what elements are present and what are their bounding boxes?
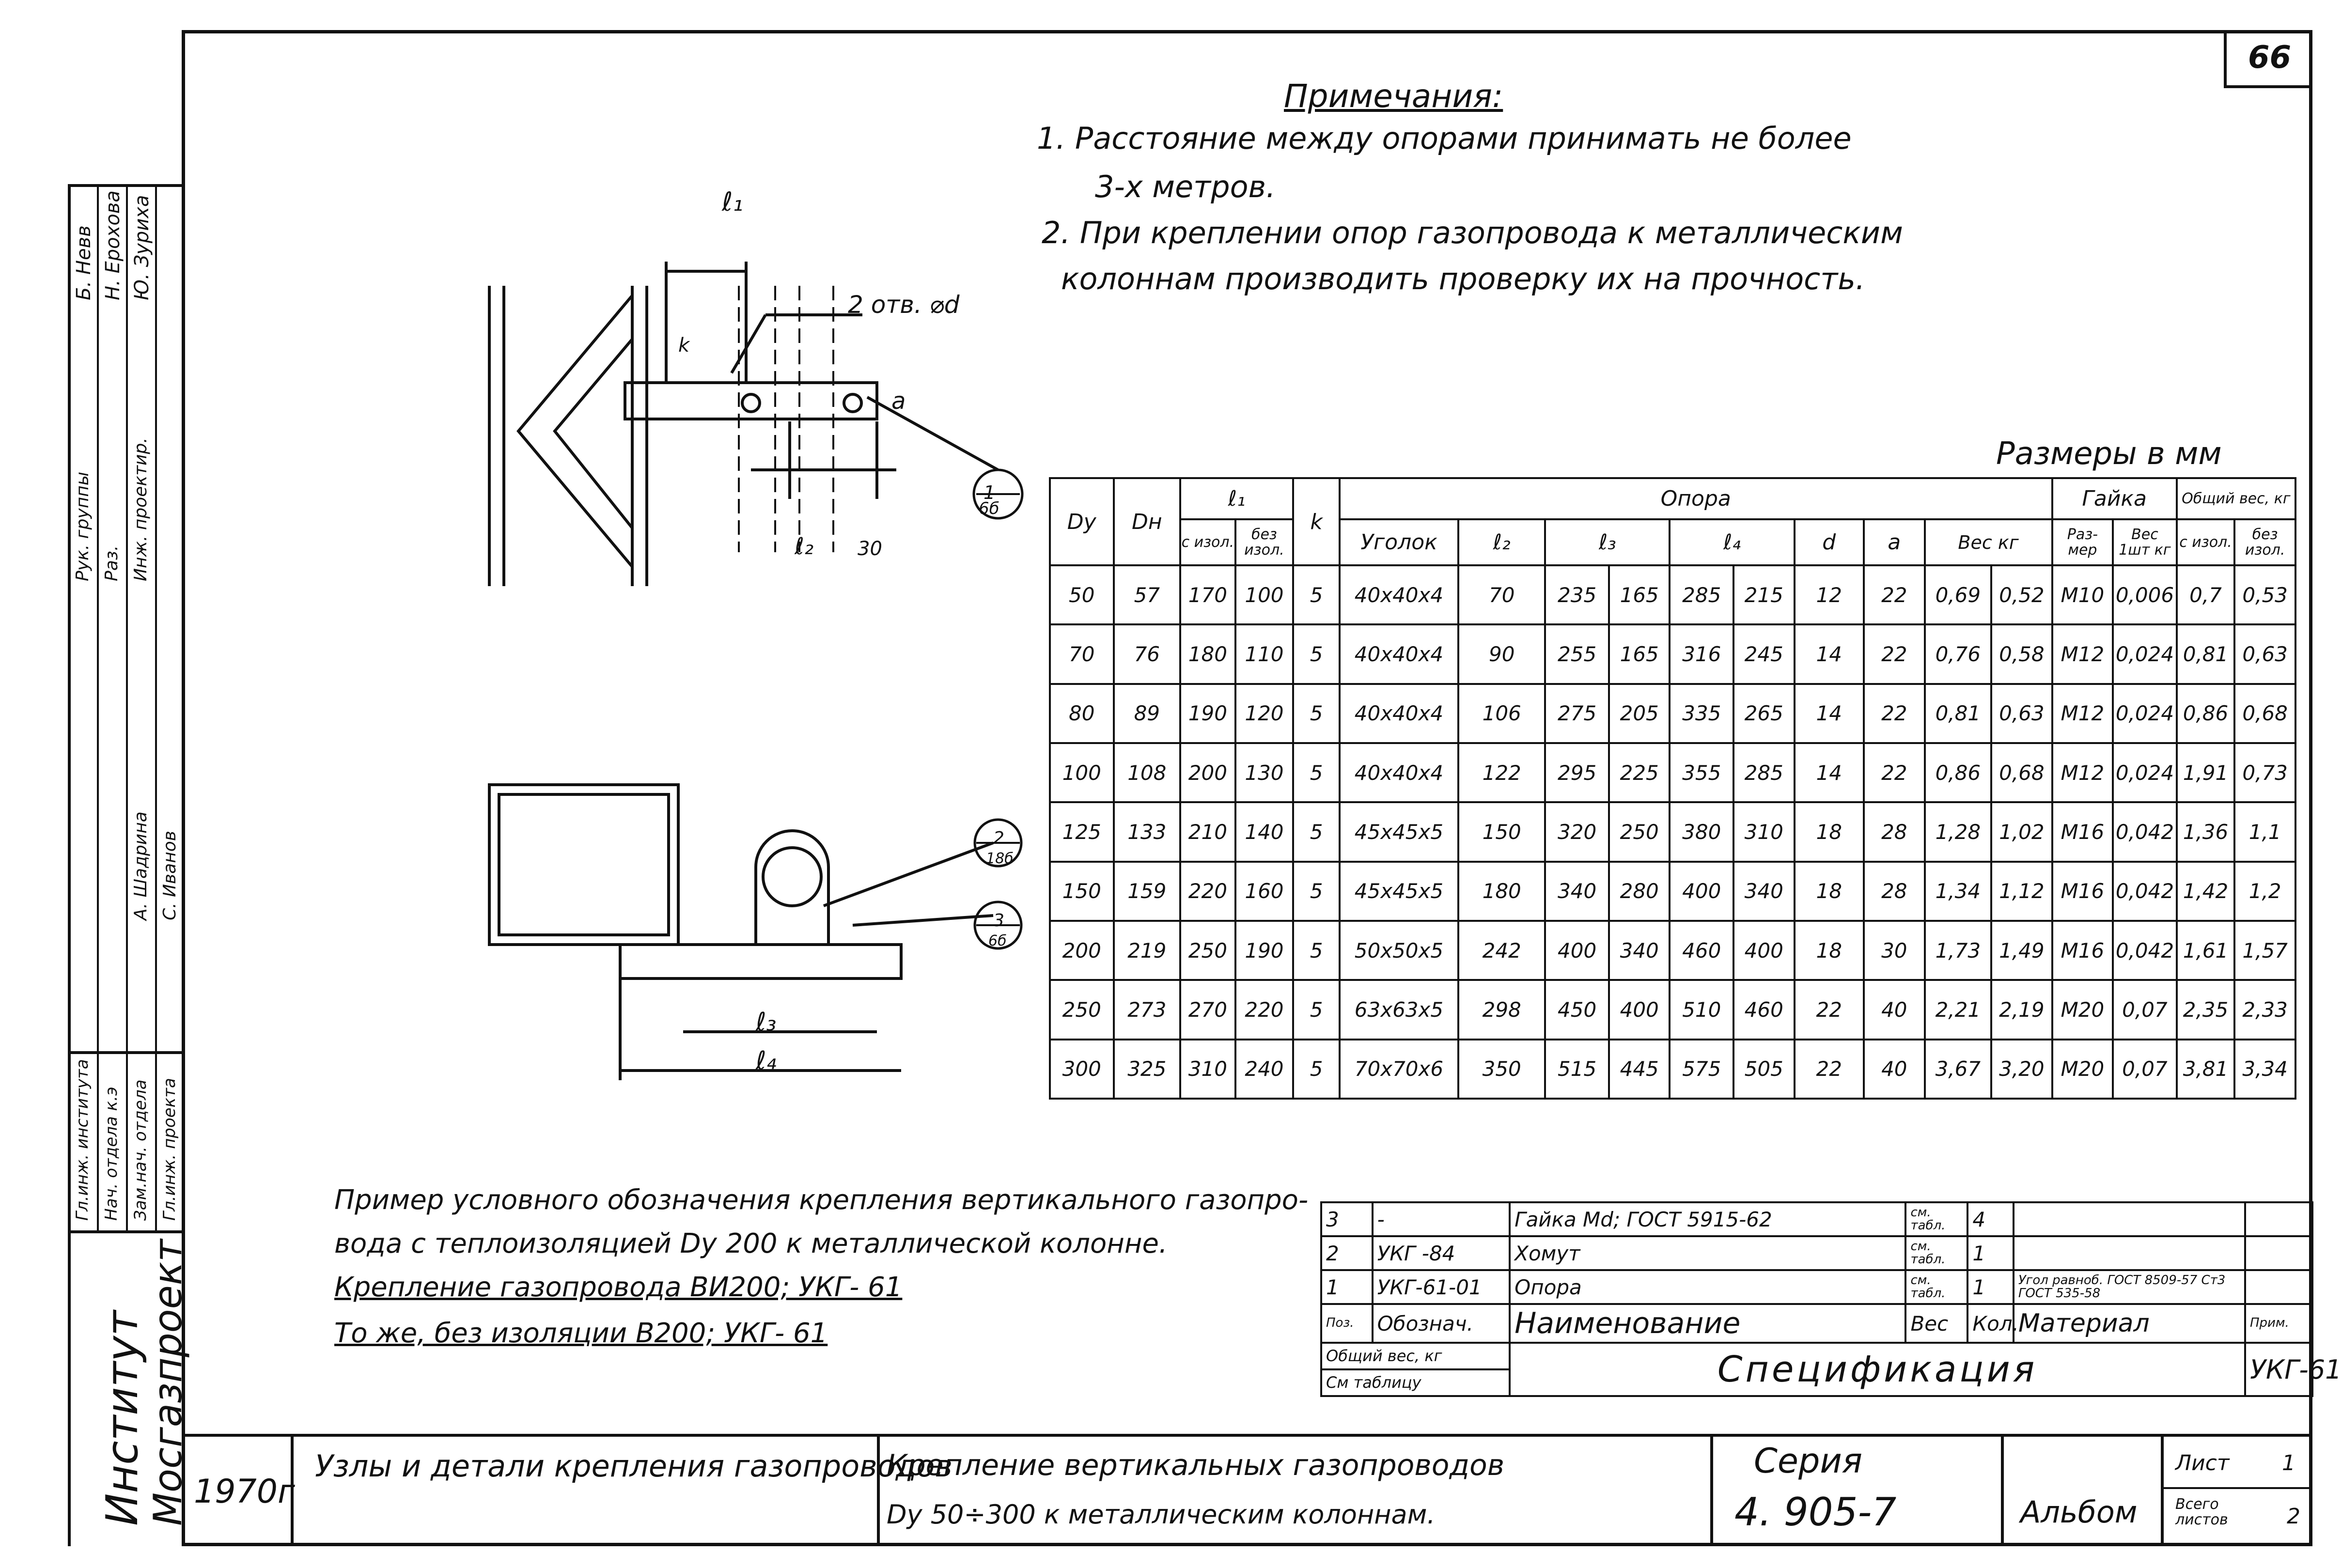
table-cell: 285 (1733, 743, 1795, 802)
note-line-3: 2. При креплении опор газопровода к металлическим (1042, 215, 1903, 250)
table-cell: 335 (1670, 684, 1733, 743)
table-cell: M20 (2052, 980, 2113, 1039)
table-cell: M16 (2052, 921, 2113, 980)
table-cell: 298 (1458, 980, 1545, 1039)
callout-1-num: 1 (984, 482, 996, 503)
table-cell: 150 (1458, 802, 1545, 861)
spec-note (2245, 1270, 2312, 1304)
table-cell: 0,76 (1925, 624, 1992, 683)
label-l2: ℓ₂ (795, 533, 814, 560)
table-cell: 450 (1545, 980, 1609, 1039)
hdr-k: k (1293, 478, 1340, 565)
table-row (1050, 862, 2295, 921)
spec-pos: 1 (1321, 1270, 1373, 1304)
table-cell: 515 (1545, 1040, 1609, 1099)
table-cell: 180 (1458, 862, 1545, 921)
hdr-size: Раз- мер (2052, 519, 2113, 565)
table-cell: 220 (1235, 980, 1294, 1039)
hdr-l1-without: без изол. (1235, 519, 1294, 565)
table-cell: 0,07 (2113, 980, 2177, 1039)
table-row (1050, 624, 2295, 683)
hdr-angle: Уголок (1340, 519, 1458, 565)
table-cell: 140 (1235, 802, 1294, 861)
table-row (1050, 980, 2295, 1039)
table-cell: 0,7 (2177, 565, 2235, 624)
table-cell: 210 (1180, 802, 1235, 861)
table-cell: 40 (1864, 980, 1925, 1039)
table-cell: 14 (1795, 743, 1864, 802)
spec-total-weight-label: Общий вес, кг (1321, 1343, 1510, 1369)
column-bracket-drawing (465, 179, 1017, 591)
table-cell: 5 (1293, 862, 1340, 921)
spec-see-table: См таблицу (1321, 1369, 1510, 1396)
table-cell: 18 (1795, 921, 1864, 980)
spec-name: Гайка Md; ГОСТ 5915-62 (1510, 1202, 1905, 1236)
table-cell: 325 (1114, 1040, 1181, 1099)
table-cell: 220 (1180, 862, 1235, 921)
callout-2-sheet: 18б (986, 850, 1014, 867)
table-cell: 275 (1545, 684, 1609, 743)
units-label: Размеры в мм (1996, 436, 2222, 472)
table-cell: 460 (1733, 980, 1795, 1039)
side-name-4: А. Шадрина (131, 811, 151, 920)
hdr-d: d (1795, 519, 1864, 565)
table-cell: 70 (1050, 624, 1114, 683)
table-cell: 50 (1050, 565, 1114, 624)
table-cell: 320 (1545, 802, 1609, 861)
note-line-1: 1. Расстояние между опорами принимать не более (1037, 121, 1852, 156)
table-cell: 5 (1293, 921, 1340, 980)
table-cell: 340 (1545, 862, 1609, 921)
table-cell: 1,2 (2234, 862, 2295, 921)
table-cell: 0,58 (1991, 624, 2052, 683)
spec-material (2014, 1202, 2245, 1236)
table-row (1050, 565, 2295, 624)
table-cell: 215 (1733, 565, 1795, 624)
spec-code-id: УКГ-61 (2245, 1343, 2312, 1396)
spec-hdr-name: Наименование (1510, 1304, 1905, 1343)
table-cell: 310 (1180, 1040, 1235, 1099)
side-institute: Институт (97, 1310, 148, 1526)
table-cell: 310 (1733, 802, 1795, 861)
table-cell: 5 (1293, 624, 1340, 683)
table-cell: 22 (1864, 565, 1925, 624)
table-cell: 200 (1050, 921, 1114, 980)
side-role-1: Нач. отдела к.э (102, 1087, 121, 1221)
table-cell: 340 (1609, 921, 1670, 980)
table-cell: 22 (1795, 980, 1864, 1039)
hdr-l2: ℓ₂ (1458, 519, 1545, 565)
side-role-2: Зам.нач. отдела (131, 1079, 150, 1221)
table-cell: 2,21 (1925, 980, 1992, 1039)
drawing-title-2: Dу 50÷300 к металлическим колоннам. (887, 1499, 1436, 1530)
table-cell: 273 (1114, 980, 1181, 1039)
table-cell: 240 (1235, 1040, 1294, 1099)
spec-pos: 2 (1321, 1236, 1373, 1270)
table-cell: 0,006 (2113, 565, 2177, 624)
spec-hdr-weight: Вес (1905, 1304, 1967, 1343)
album-title: Узлы и детали крепления газопроводов (315, 1448, 952, 1484)
table-cell: 400 (1545, 921, 1609, 980)
sheet-value: 1 (2282, 1451, 2295, 1475)
notes-title: Примечания: (1284, 78, 1503, 115)
spec-hdr-pos: Поз. (1321, 1304, 1373, 1343)
table-cell: 1,57 (2234, 921, 2295, 980)
hdr-support: Опора (1340, 478, 2052, 519)
table-cell: 1,1 (2234, 802, 2295, 861)
table-cell: 1,34 (1925, 862, 1992, 921)
table-cell: 5 (1293, 565, 1340, 624)
note-line-4: колоннам производить проверку их на прочность. (1061, 261, 1865, 296)
table-cell: 219 (1114, 921, 1181, 980)
table-cell: 28 (1864, 802, 1925, 861)
spec-qty: 4 (1967, 1202, 2014, 1236)
table-cell: 5 (1293, 980, 1340, 1039)
table-cell: 350 (1458, 1040, 1545, 1099)
table-cell: M12 (2052, 743, 2113, 802)
hdr-weight-piece: Вес 1шт кг (2113, 519, 2177, 565)
table-cell: 250 (1180, 921, 1235, 980)
hdr-a: a (1864, 519, 1925, 565)
table-cell: 133 (1114, 802, 1181, 861)
table-cell: 316 (1670, 624, 1733, 683)
sheet-number: 66 (2224, 30, 2312, 88)
label-two-holes: 2 отв. ⌀d (848, 291, 960, 319)
table-cell: 250 (1609, 802, 1670, 861)
table-cell: 0,024 (2113, 624, 2177, 683)
table-cell: 22 (1864, 684, 1925, 743)
table-cell: 460 (1670, 921, 1733, 980)
spec-row (1321, 1236, 2312, 1270)
album-label: Альбом (2020, 1494, 2138, 1530)
table-cell: 122 (1458, 743, 1545, 802)
table-cell: M20 (2052, 1040, 2113, 1099)
table-cell: 90 (1458, 624, 1545, 683)
side-role2-0: Рук. группы (73, 471, 93, 581)
table-cell: 18 (1795, 802, 1864, 861)
hdr-dy: Dу (1050, 478, 1114, 565)
spec-header-row (1321, 1304, 2312, 1343)
table-cell: 0,68 (2234, 684, 2295, 743)
table-cell: 242 (1458, 921, 1545, 980)
table-cell: 5 (1293, 743, 1340, 802)
table-cell: 0,53 (2234, 565, 2295, 624)
spec-weight: см. табл. (1905, 1270, 1967, 1304)
table-cell: 340 (1733, 862, 1795, 921)
table-cell: 165 (1609, 624, 1670, 683)
table-cell: 40 (1864, 1040, 1925, 1099)
table-cell: 1,02 (1991, 802, 2052, 861)
side-role-0: Гл.инж. института (73, 1059, 92, 1221)
spec-pos: 3 (1321, 1202, 1373, 1236)
total-label: Всего листов (2175, 1496, 2228, 1528)
side-name-2: Ю. Зуриха (131, 195, 153, 300)
table-cell: 159 (1114, 862, 1181, 921)
table-cell: 0,024 (2113, 743, 2177, 802)
callout-3-num: 3 (993, 911, 1004, 931)
table-cell: 0,024 (2113, 684, 2177, 743)
sheet-label: Лист (2175, 1451, 2230, 1475)
table-cell: 40x40x4 (1340, 743, 1458, 802)
label-l3: ℓ₃ (756, 1008, 777, 1037)
example-line-1: Пример условного обозначения крепления вертикального газопро- (334, 1184, 1309, 1216)
table-cell: 76 (1114, 624, 1181, 683)
table-cell: 1,61 (2177, 921, 2235, 980)
table-cell: 1,49 (1991, 921, 2052, 980)
hdr-weight: Вес кг (1925, 519, 2052, 565)
table-cell: 57 (1114, 565, 1181, 624)
hdr-l1: ℓ₁ (1180, 478, 1293, 519)
side-name-0: Б. Невв (73, 225, 95, 300)
table-cell: 1,36 (2177, 802, 2235, 861)
callout-3-sheet: 6б (988, 932, 1007, 949)
table-cell: 130 (1235, 743, 1294, 802)
table-cell: 70 (1458, 565, 1545, 624)
table-cell: 2,33 (2234, 980, 2295, 1039)
spec-name: Опора (1510, 1270, 1905, 1304)
total-value: 2 (2287, 1504, 2300, 1529)
spec-material: Угол равноб. ГОСТ 8509-57 Ст3 ГОСТ 535-58 (2014, 1270, 2245, 1304)
spec-row (1321, 1270, 2312, 1304)
table-cell: 1,91 (2177, 743, 2235, 802)
side-role2-2: Инж. проектир. (131, 437, 151, 581)
table-cell: 0,68 (1991, 743, 2052, 802)
table-cell: 255 (1545, 624, 1609, 683)
spec-weight: см. табл. (1905, 1236, 1967, 1270)
table-cell: 30 (1864, 921, 1925, 980)
spec-qty: 1 (1967, 1236, 2014, 1270)
table-cell: 400 (1609, 980, 1670, 1039)
side-role-3: Гл.инж. проекта (160, 1078, 179, 1221)
label-l4: ℓ₄ (756, 1046, 777, 1075)
hdr-total-without: без изол. (2234, 519, 2295, 565)
example-line-3: Крепление газопровода ВИ200; УКГ- 61 (334, 1272, 903, 1303)
hdr-dn: Dн (1114, 478, 1181, 565)
label-30: 30 (858, 538, 882, 560)
table-cell: 0,07 (2113, 1040, 2177, 1099)
table-cell: 400 (1733, 921, 1795, 980)
side-org: Мосгазпроект (145, 1239, 190, 1526)
title-year: 1970г (194, 1473, 295, 1511)
table-cell: 505 (1733, 1040, 1795, 1099)
table-cell: 0,63 (1991, 684, 2052, 743)
table-cell: 180 (1180, 624, 1235, 683)
table-cell: 235 (1545, 565, 1609, 624)
table-cell: 120 (1235, 684, 1294, 743)
table-cell: 0,81 (1925, 684, 1992, 743)
series-number: 4. 905-7 (1734, 1490, 1897, 1535)
table-cell: M16 (2052, 862, 2113, 921)
table-cell: M10 (2052, 565, 2113, 624)
spec-code: УКГ -84 (1373, 1236, 1510, 1270)
table-cell: 3,20 (1991, 1040, 2052, 1099)
table-cell: 14 (1795, 624, 1864, 683)
table-cell: 22 (1795, 1040, 1864, 1099)
spec-title: Спецификация (1510, 1343, 2245, 1396)
table-cell: 1,42 (2177, 862, 2235, 921)
table-cell: 108 (1114, 743, 1181, 802)
spec-note (2245, 1236, 2312, 1270)
table-cell: 110 (1235, 624, 1294, 683)
label-a: a (891, 388, 906, 415)
table-cell: 160 (1235, 862, 1294, 921)
table-cell: 0,52 (1991, 565, 2052, 624)
table-cell: 22 (1864, 743, 1925, 802)
note-line-2: 3-х метров. (1095, 169, 1276, 204)
spec-weight: см. табл. (1905, 1202, 1967, 1236)
hdr-total-weight: Общий вес, кг (2177, 478, 2295, 519)
table-cell: 245 (1733, 624, 1795, 683)
spec-hdr-qty: Кол. (1967, 1304, 2014, 1343)
table-row (1050, 1040, 2295, 1099)
spec-hdr-note: Прим. (2245, 1304, 2312, 1343)
example-line-2: вода с теплоизоляцией Dу 200 к металлической колонне. (334, 1228, 1168, 1259)
table-cell: 0,81 (2177, 624, 2235, 683)
table-cell: 205 (1609, 684, 1670, 743)
table-cell: M16 (2052, 802, 2113, 861)
table-cell: 5 (1293, 802, 1340, 861)
hdr-nut: Гайка (2052, 478, 2177, 519)
series-label: Серия (1754, 1441, 1862, 1481)
table-cell: 50x50x5 (1340, 921, 1458, 980)
spec-hdr-code: Обознач. (1373, 1304, 1510, 1343)
side-name-5: С. Иванов (160, 830, 180, 920)
spec-material (2014, 1236, 2245, 1270)
table-cell: 265 (1733, 684, 1795, 743)
table-cell: 40x40x4 (1340, 565, 1458, 624)
table-cell: 270 (1180, 980, 1235, 1039)
callout-2-num: 2 (993, 828, 1004, 848)
spec-hdr-material: Материал (2014, 1304, 2245, 1343)
table-cell: 170 (1180, 565, 1235, 624)
table-cell: 380 (1670, 802, 1733, 861)
table-cell: 165 (1609, 565, 1670, 624)
table-cell: 1,28 (1925, 802, 1992, 861)
table-cell: 0,63 (2234, 624, 2295, 683)
table-cell: 225 (1609, 743, 1670, 802)
table-cell: 1,73 (1925, 921, 1992, 980)
table-row (1050, 743, 2295, 802)
table-cell: 100 (1235, 565, 1294, 624)
table-cell: 3,67 (1925, 1040, 1992, 1099)
table-cell: 80 (1050, 684, 1114, 743)
table-cell: 5 (1293, 684, 1340, 743)
hdr-total-with: с изол. (2177, 519, 2235, 565)
drawing-title-1: Крепление вертикальных газопроводов (887, 1448, 1505, 1482)
table-cell: 280 (1609, 862, 1670, 921)
table-cell: 12 (1795, 565, 1864, 624)
table-cell: M12 (2052, 624, 2113, 683)
spec-note (2245, 1202, 2312, 1236)
table-row (1050, 921, 2295, 980)
table-row (1050, 684, 2295, 743)
table-cell: 0,73 (2234, 743, 2295, 802)
table-cell: 5 (1293, 1040, 1340, 1099)
table-cell: 510 (1670, 980, 1733, 1039)
label-l1-top: ℓ₁ (722, 186, 743, 217)
spec-row (1321, 1202, 2312, 1236)
table-row (1050, 802, 2295, 861)
hdr-l4: ℓ₄ (1670, 519, 1794, 565)
hdr-l1-with: с изол. (1180, 519, 1235, 565)
table-cell: 0,042 (2113, 862, 2177, 921)
table-cell: 18 (1795, 862, 1864, 921)
table-cell: 190 (1180, 684, 1235, 743)
table-cell: 575 (1670, 1040, 1733, 1099)
table-cell: 22 (1864, 624, 1925, 683)
table-cell: 355 (1670, 743, 1733, 802)
table-cell: 45x45x5 (1340, 802, 1458, 861)
table-cell: 1,12 (1991, 862, 2052, 921)
table-cell: 285 (1670, 565, 1733, 624)
table-cell: 2,19 (1991, 980, 2052, 1039)
table-cell: 100 (1050, 743, 1114, 802)
spec-code: - (1373, 1202, 1510, 1236)
label-k: k (678, 334, 690, 357)
table-cell: 70x70x6 (1340, 1040, 1458, 1099)
table-cell: 45x45x5 (1340, 862, 1458, 921)
table-cell: 400 (1670, 862, 1733, 921)
table-cell: 200 (1180, 743, 1235, 802)
table-cell: 0,042 (2113, 921, 2177, 980)
side-name-1: Н. Ерохова (102, 190, 124, 300)
table-cell: 0,69 (1925, 565, 1992, 624)
table-cell: M12 (2052, 684, 2113, 743)
spec-qty: 1 (1967, 1270, 2014, 1304)
table-cell: 300 (1050, 1040, 1114, 1099)
table-cell: 106 (1458, 684, 1545, 743)
dimensions-table (1049, 477, 2296, 1100)
side-role2-1: Раз. (102, 545, 122, 581)
hdr-l3: ℓ₃ (1545, 519, 1670, 565)
table-cell: 40x40x4 (1340, 684, 1458, 743)
table-cell: 3,81 (2177, 1040, 2235, 1099)
table-cell: 63x63x5 (1340, 980, 1458, 1039)
table-cell: 2,35 (2177, 980, 2235, 1039)
spec-code: УКГ-61-01 (1373, 1270, 1510, 1304)
example-line-4: То же, без изоляции В200; УКГ- 61 (334, 1318, 828, 1349)
table-cell: 28 (1864, 862, 1925, 921)
callout-1-sheet: 6б (979, 499, 999, 518)
clamp-section-drawing (480, 780, 1022, 1095)
table-cell: 0,86 (1925, 743, 1992, 802)
table-cell: 40x40x4 (1340, 624, 1458, 683)
table-cell: 0,042 (2113, 802, 2177, 861)
table-cell: 125 (1050, 802, 1114, 861)
spec-name: Хомут (1510, 1236, 1905, 1270)
table-cell: 3,34 (2234, 1040, 2295, 1099)
table-cell: 190 (1235, 921, 1294, 980)
table-cell: 0,86 (2177, 684, 2235, 743)
table-cell: 445 (1609, 1040, 1670, 1099)
table-cell: 250 (1050, 980, 1114, 1039)
table-cell: 295 (1545, 743, 1609, 802)
table-cell: 14 (1795, 684, 1864, 743)
table-cell: 89 (1114, 684, 1181, 743)
specification-table (1320, 1201, 2342, 1397)
table-cell: 150 (1050, 862, 1114, 921)
